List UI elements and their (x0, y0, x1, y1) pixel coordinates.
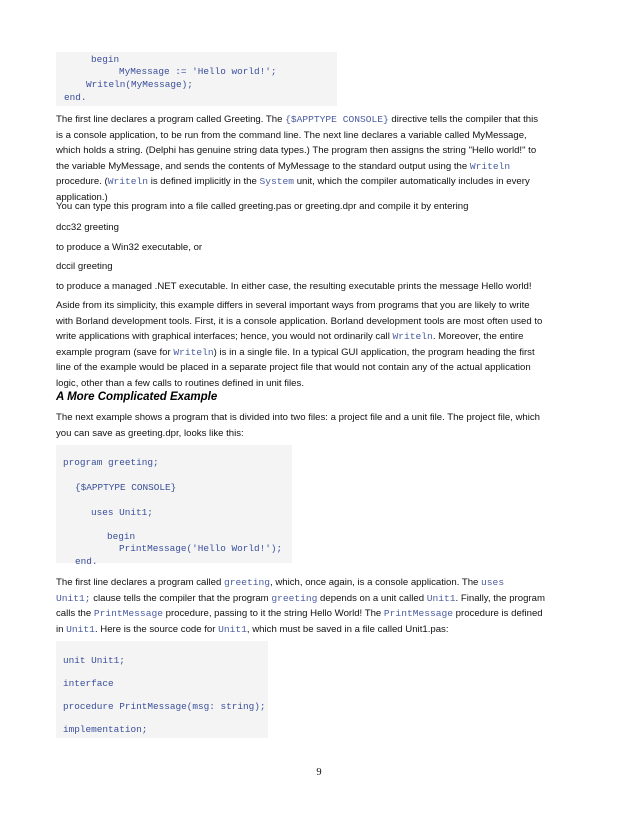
text: is defined implicitly in the (148, 176, 260, 188)
inline-code: PrintMessage (93, 608, 163, 620)
text: example program (save for (56, 346, 174, 358)
text: Aside from its simplicity, this example differs in several important ways from programs that you are likely to write (56, 300, 530, 311)
inline-code: Unit1 (66, 623, 95, 635)
text: the variable MyMessage, and sends the contents of MyMessage to the standard output using the (56, 160, 470, 172)
text: logic, other than a few calls to routines defined in unit files. (56, 377, 304, 389)
text: calls the (56, 608, 94, 620)
text: write applications with graphical interfaces; hence, you would not ordinarily call (56, 331, 393, 343)
text: . Finally, the program (455, 592, 545, 604)
code-line: MyMessage := 'Hello world!'; (119, 66, 277, 77)
inline-code: {$APPTYPE CONSOLE} (285, 114, 389, 125)
paragraph-dcc32: dcc32 greeting (56, 222, 119, 233)
text: ) is in a single file. In a typical GUI application, the program heading the first (213, 346, 535, 358)
code-block-1 (56, 52, 337, 106)
code-line: begin (107, 531, 136, 542)
inline-code: greeting (223, 577, 271, 588)
code-block-2 (56, 445, 292, 567)
section-heading: A More Complicated Example (56, 391, 218, 403)
inline-code: Writeln (392, 331, 433, 343)
page-number: 9 (316, 767, 322, 778)
text: . Here is the source code for (94, 623, 219, 635)
text: , which, once again, is a console application. The (270, 577, 482, 588)
text: unit, which the compiler automatically includes in every (294, 176, 530, 188)
text: with Borland development tools. First, it is a console application. Borland development tools are most often used to (56, 315, 543, 327)
paragraph-simplicity (56, 298, 584, 392)
code-line: {$APPTYPE CONSOLE} (75, 482, 177, 493)
code-line: Writeln(MyMessage); (86, 79, 193, 90)
text: in (56, 623, 67, 635)
text: procedure, passing to it the string Hello World! The (162, 608, 384, 620)
text: The next example shows a program that is divided into two files: a project file and a unit file. The project file, which (56, 412, 541, 423)
text: line of the example would be placed in a separate project file that would not contain any of the actual application (56, 362, 531, 374)
inline-code: System (259, 176, 295, 188)
inline-code: Unit1; (56, 592, 91, 604)
text: depends on a unit called (317, 592, 427, 604)
paragraph-greeting-explain (56, 575, 584, 637)
text: you can save as greeting.dpr, looks like this: (56, 427, 244, 439)
code-line: implementation; (63, 724, 148, 735)
paragraph-win32: to produce a Win32 executable, or (56, 242, 203, 253)
inline-code: Writeln (469, 160, 511, 172)
paragraph-dotnet: to produce a managed .NET executable. In either case, the resulting executable prints the message Hello world! (56, 281, 532, 292)
inline-code: Unit1 (218, 623, 247, 635)
text: application.) (56, 191, 108, 203)
inline-code: greeting (271, 592, 318, 604)
text: is a console application, to be run from the command line. The next line declares a variable called MyMessage, (56, 129, 527, 141)
inline-code: PrintMessage (383, 608, 454, 620)
inline-code: Writeln (107, 176, 149, 188)
text: The first line declares a program called Greeting. The (56, 114, 286, 125)
code-line: unit Unit1; (63, 655, 125, 666)
text: directive tells the compiler that this (388, 114, 539, 125)
text: , which must be saved in a file called Unit1.pas: (246, 623, 449, 635)
code-line: PrintMessage('Hello World!'); (119, 543, 283, 554)
code-line: end. (64, 92, 87, 103)
code-line: procedure PrintMessage(msg: string); (63, 701, 266, 712)
text: . Moreover, the entire (432, 331, 524, 343)
inline-code: uses (481, 577, 505, 588)
paragraph-dccil: dccil greeting (56, 261, 113, 272)
code-line: begin (91, 54, 120, 65)
code-block-3 (56, 641, 268, 738)
code-line: program greeting; (63, 457, 159, 468)
code-line: end. (75, 556, 98, 567)
paragraph-compile: You can type this program into a file called greeting.pas or greeting.dpr and compile it by entering (56, 201, 469, 212)
text: which holds a string. (Delphi has genuine string data types.) The program then assigns the string "Hello world!" to (56, 145, 537, 157)
paragraph-greeting-intro (56, 112, 584, 206)
inline-code: Writeln (173, 346, 214, 358)
inline-code: Unit1 (426, 592, 456, 604)
text: procedure is defined (453, 608, 543, 620)
text: The first line declares a program called (56, 577, 224, 588)
paragraph-complicated-intro (56, 410, 584, 441)
code-line: interface (63, 678, 114, 689)
text: clause tells the compiler that the program (90, 592, 272, 604)
code-line: uses Unit1; (91, 507, 153, 518)
text: procedure. ( (56, 176, 108, 188)
